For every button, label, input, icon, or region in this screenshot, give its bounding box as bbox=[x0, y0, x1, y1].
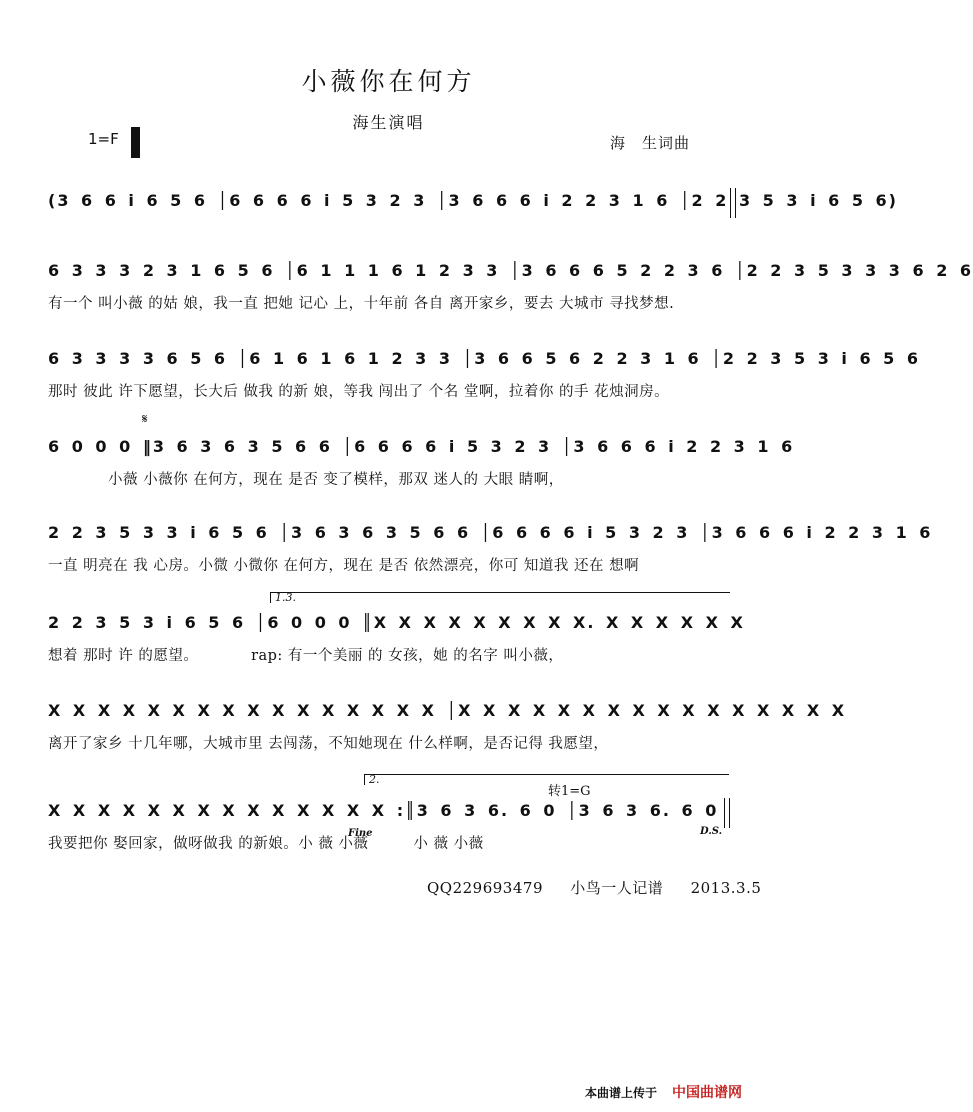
jianpu-notes: X X X X X X X X X X X X X X X X │X X X X X X X X X X X X X X X X bbox=[48, 701, 847, 720]
lyric-text: 小薇 小薇你 在何方，现在 是否 变了模样，那双 迷人的 大眼 睛啊， bbox=[48, 472, 564, 488]
final-barline bbox=[724, 798, 730, 828]
jianpu-notes: 2 2 3 5 3 3 i 6 5 6 │3 6 3 6 3 5 6 6 │6 6 6 6 i 5 3 2 3 │3 6 6 6 i 2 2 3 1 6 bbox=[48, 523, 933, 542]
jianpu-notes: 6 3 3 3 2 3 1 6 5 6 │6 1 1 1 6 1 2 3 3 │3 6 6 6 5 2 2 3 6 │2 2 3 5 3 3 3 6 2 6 bbox=[48, 261, 973, 280]
composer-credit: 海 生词曲 bbox=[610, 134, 691, 152]
score-line-2 bbox=[44, 258, 973, 328]
lyric-text: 离开了家乡 十几年哪，大城市里 去闯荡，不知她现在 什么样啊，是否记得 我愿望， bbox=[48, 736, 609, 752]
jianpu-notes: 6 0 0 0 ‖3 6 3 6 3 5 6 6 │6 6 6 6 i 5 3 2 3 │3 6 6 6 i 2 2 3 1 6 bbox=[48, 437, 795, 456]
lyric-text: 想着 那时 许 的愿望。 rap: 有一个美丽 的 女孩，她 的名字 叫小薇， bbox=[48, 648, 564, 664]
score-line-6 bbox=[44, 591, 745, 680]
score-line-4 bbox=[44, 412, 795, 504]
qq-number: QQ229693479 bbox=[427, 879, 543, 897]
final-barline bbox=[730, 188, 736, 218]
modulation-mark: 转1=G bbox=[548, 784, 591, 799]
jianpu-notes: 6 3 3 3 3 6 5 6 │6 1 6 1 6 1 2 3 3 │3 6 6 5 6 2 2 3 1 6 │2 2 3 5 3 i 6 5 6 bbox=[48, 349, 920, 368]
transcriber: 小鸟一人记谱 bbox=[570, 879, 664, 897]
transcription-credit bbox=[427, 877, 783, 898]
dal-segno-mark: D.S. bbox=[700, 826, 723, 837]
time-signature bbox=[131, 127, 138, 147]
score-line-8 bbox=[44, 773, 734, 868]
site-logo bbox=[672, 1082, 742, 1102]
score-line-7 bbox=[44, 698, 847, 768]
score-line-5 bbox=[44, 520, 933, 590]
score-line-3 bbox=[44, 346, 920, 416]
lyric-text: 一直 明亮在 我 心房。小微 小微你 在何方，现在 是否 依然漂亮，你可 知道我 还在 想啊 bbox=[48, 558, 640, 574]
lyric-text: 我要把你 娶回家，做呀做我 的新娘。小 薇 小薇 小 薇 小薇 bbox=[48, 836, 484, 852]
performer-line: 海生演唱 bbox=[352, 113, 425, 132]
page-title: 小薇你在何方 bbox=[301, 67, 476, 96]
fine-mark: Fine bbox=[348, 828, 373, 839]
lyric-text: 有一个 叫小薇 的姑 娘，我一直 把她 记心 上，十年前 各自 离开家乡，要去 大城市 寻找梦想. bbox=[48, 296, 675, 312]
transcription-date: 2013.3.5 bbox=[690, 879, 762, 897]
jianpu-notes: X X X X X X X X X X X X X X :║3 6 3 6. 6 0 │3 6 3 6. 6 0 bbox=[48, 801, 719, 820]
jianpu-notes: (3 6 6 i 6 5 6 │6 6 6 6 i 5 3 2 3 │3 6 6 6 i 2 2 3 1 6 │2 2 3 5 3 i 6 5 6) bbox=[48, 191, 898, 210]
key-signature: 1=F bbox=[88, 130, 119, 148]
second-ending-bracket: 2. bbox=[364, 774, 729, 785]
upload-note: 本曲谱上传于 bbox=[585, 1086, 658, 1100]
logo-text: 中国曲谱网 bbox=[672, 1085, 742, 1101]
lyric-text: 那时 彼此 许下愿望，长大后 做我 的新 娘，等我 闯出了 个名 堂啊，拉着你 的手 花烛洞房。 bbox=[48, 384, 670, 400]
score-line-1 bbox=[44, 188, 898, 258]
lyric-text bbox=[48, 222, 734, 246]
jianpu-notes: 2 2 3 5 3 i 6 5 6 │6 0 0 0 ║X X X X X X X X X. X X X X X X bbox=[48, 613, 745, 632]
first-ending-bracket: 1.3. bbox=[270, 592, 730, 603]
segno-sign: 𝄋 bbox=[142, 412, 148, 427]
